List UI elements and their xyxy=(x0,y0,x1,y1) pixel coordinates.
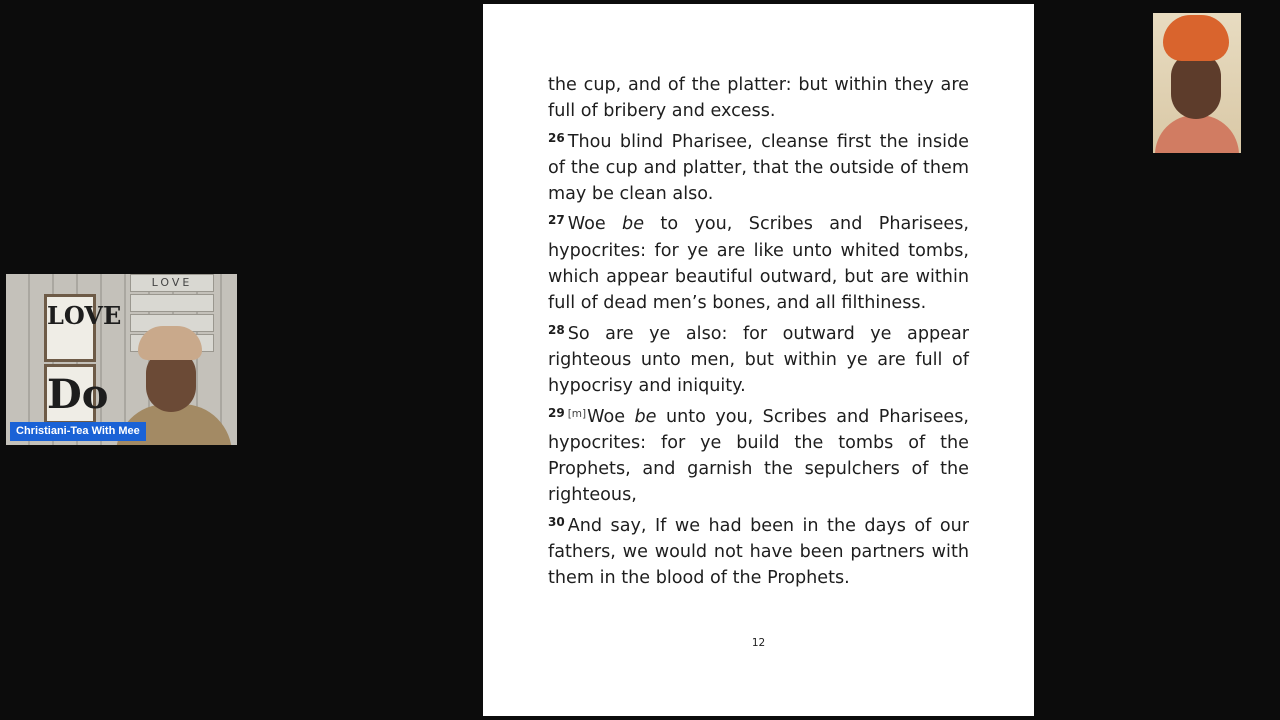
verse-text: Woe xyxy=(567,214,623,235)
participant-headwrap xyxy=(1163,15,1229,61)
verse-text: to you, Scribes and Pharisees, hypocrites: for ye are like unto whited tombs, which appear beautiful outward, but are within full of dead men’s bones, and all filthiness. xyxy=(548,214,969,314)
participant-video-main[interactable] xyxy=(6,274,237,445)
wall-frame-do: Do xyxy=(44,364,96,424)
verse-text: the cup, and of the platter: but within they are full of bribery and excess. xyxy=(548,75,969,122)
verse-text: Woe xyxy=(587,406,635,427)
participant-video-self[interactable] xyxy=(1153,13,1241,153)
shared-document-page xyxy=(483,4,1034,716)
verse-paragraph xyxy=(548,125,969,208)
wall-sign-love: LOVE xyxy=(130,274,214,292)
verse-italic: be xyxy=(634,406,657,427)
verse-paragraph xyxy=(548,72,969,125)
verse-text: So are ye also: for outward ye appear righteous unto men, but within ye are full of hypocrisy and iniquity. xyxy=(548,323,969,397)
verse-text: And say, If we had been in the days of our fathers, we would not have been partners with them in the blood of the Prophets. xyxy=(548,515,969,589)
verse-paragraph xyxy=(548,509,969,592)
verse-number: 27 xyxy=(548,213,565,228)
verse-paragraph xyxy=(548,400,969,509)
wall-sign xyxy=(130,294,214,312)
verse-paragraph xyxy=(548,317,969,400)
verse-number: 28 xyxy=(548,322,565,337)
participant-face xyxy=(1171,53,1221,119)
verse-number: 26 xyxy=(548,130,565,145)
participant-headwrap xyxy=(138,326,202,360)
page-number: 12 xyxy=(751,637,766,649)
verse-number: 29 xyxy=(548,405,565,420)
wall-frame-love: LOVE xyxy=(44,294,96,362)
verse-text: Thou blind Pharisee, cleanse first the inside of the cup and platter, that the outside of them may be clean also. xyxy=(548,131,969,205)
verse-text: unto you, Scribes and Pharisees, hypocrites: for ye build the tombs of the Prophets, and garnish the sepulchers of the righteous, xyxy=(548,406,969,506)
verse-number: 30 xyxy=(548,514,565,529)
participant-name-label: Christiani-Tea With Mee xyxy=(10,422,146,441)
footnote-link[interactable]: [m] xyxy=(567,407,587,420)
document-text xyxy=(548,72,969,592)
verse-italic: be xyxy=(622,214,645,235)
verse-paragraph xyxy=(548,207,969,316)
